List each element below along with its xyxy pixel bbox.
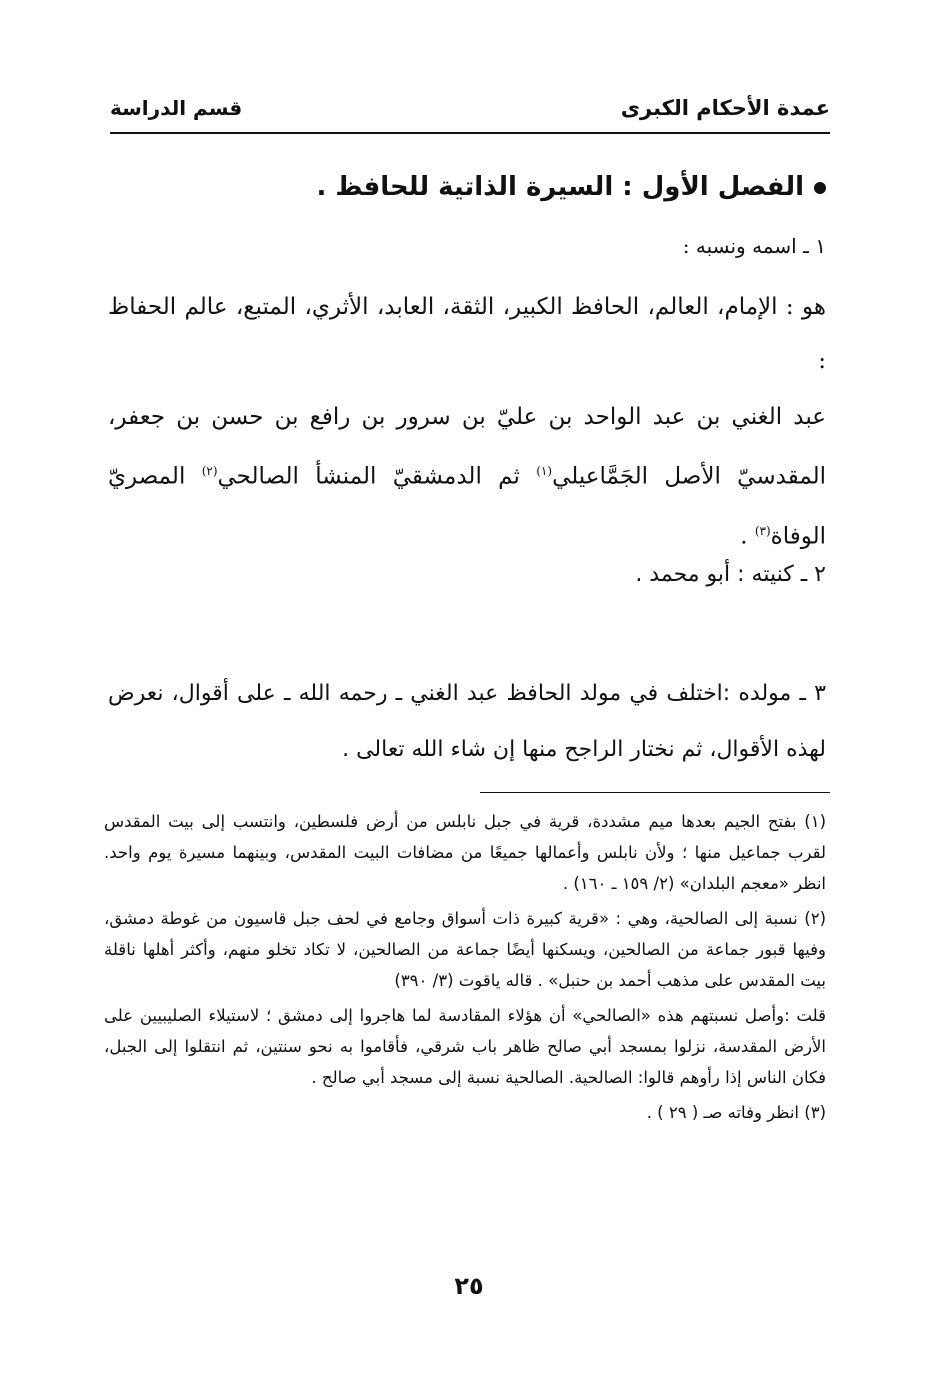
name-heading: ١ ـ اسمه ونسبه : — [682, 234, 826, 258]
lineage-end: . — [740, 523, 755, 550]
lineage-text: عبد الغني بن عبد الواحد بن عليّ بن سرور بن رافع بن حسن بن جعفر، المقدسيّ الأصل الجَمَّاعيلي — [108, 404, 827, 490]
birth-paragraph: ٣ ـ مولده :اختلف في مولد الحافظ عبد الغني ـ رحمه الله ـ على أقوال، نعرض لهذه الأقوال، ثم نختار الراجح منها إن شاء الله تعالى . — [108, 681, 826, 762]
footnote-2: (٢) نسبة إلى الصالحية، وهي : «قرية كبيرة ذات أسواق وجامع في لحف جبل قاسيون من غوطة دمشق، وفيها قبور جماعة من الصالحين، ويسكنها أيضًا جماعة من الصالحين، لا تكاد تخلو منهم، وأكثر أهلها ناقلة بيت المقدس على مذهب أحمد بن حنبل» . قاله ياقوت (٣/ ٣٩٠) — [104, 909, 826, 990]
footnote-3: (٣) انظر وفاته صـ ( ٢٩ ) . — [646, 1103, 826, 1122]
footnote-ref-1[interactable]: (١) — [536, 464, 553, 478]
bullet-icon — [814, 182, 826, 194]
chapter-heading — [108, 172, 826, 202]
footnote-divider — [480, 792, 830, 793]
lineage-text-3: المصريّ الوفاة — [108, 463, 826, 550]
footnote-ref-3[interactable]: (٣) — [754, 523, 771, 538]
page-number: ٢٥ — [454, 1272, 484, 1300]
name-paragraph-1: هو : الإمام، العالم، الحافظ الكبير، الثقة، العابد، الأثري، المتبع، عالم الحفاظ : — [108, 294, 826, 374]
kunya-line: ٢ ـ كنيته : أبو محمد . — [635, 562, 826, 587]
footnote-2-note: قلت :وأصل نسبتهم هذه «الصالحي» أن هؤلاء المقادسة لما هاجروا إلى دمشق ؛ لاستيلاء الصليبيين على الأرض المقدسة، نزلوا بمسجد أبي صالح ظاهر باب شرقي، فأقاموا به نحو سنتين، ثم انتقلوا إلى الجبل، فكان الناس إذا رأوهم قالوا: الصالحية. الصالحية نسبة إلى مسجد أبي صالح . — [104, 1006, 826, 1087]
footnotes — [104, 806, 826, 1132]
name-paragraph-2 — [108, 390, 826, 563]
lineage-text-2: ثم الدمشقيّ المنشأ الصالحي — [217, 463, 520, 490]
chapter-title: الفصل الأول : السيرة الذاتية للحافظ . — [316, 172, 804, 202]
book-title: عمدة الأحكام الكبرى — [620, 96, 830, 120]
running-header — [110, 96, 830, 134]
footnote-ref-2[interactable]: (٢) — [201, 464, 218, 478]
footnote-1: (١) بفتح الجيم بعدها ميم مشددة، قرية في جبل نابلس من أرض فلسطين، وانتسب إلى بيت المقدس لقرب جماعيل منها ؛ ولأن نابلس وأعمالها جميعًا من مضافات البيت المقدس، وبينهما مسيرة يوم واحد. انظر «معجم البلدان» (٢/ ١٥٩ ـ ١٦٠) . — [104, 812, 826, 893]
section-title: قسم الدراسة — [110, 96, 243, 120]
